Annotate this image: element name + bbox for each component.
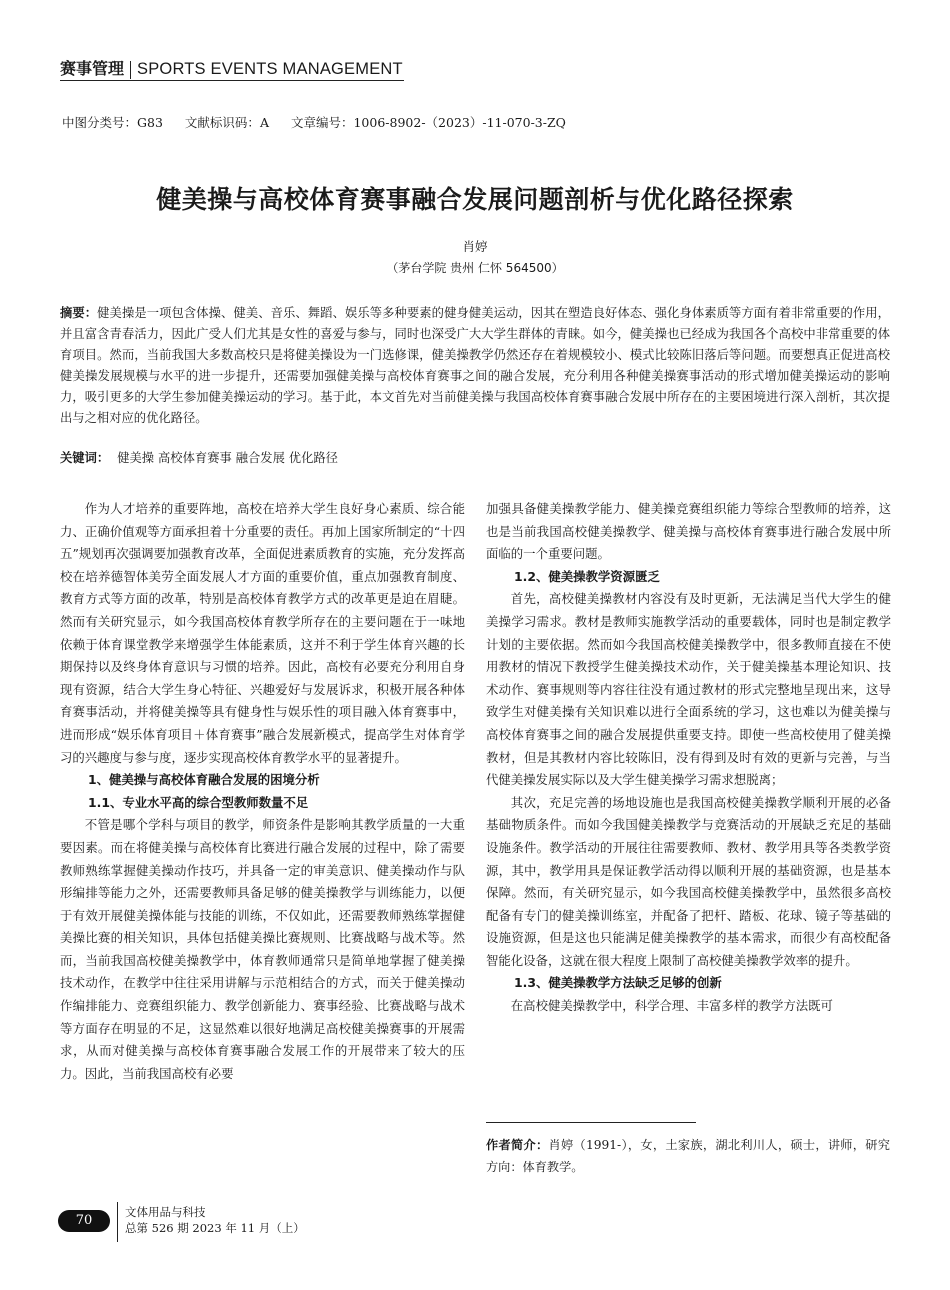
keywords-label: 关键词：: [60, 451, 110, 465]
doc-code-value: A: [259, 115, 269, 130]
doc-code-label: 文献标识码：: [184, 115, 260, 130]
section-heading-1-2: 1.2、健美操教学资源匮乏: [514, 568, 660, 584]
paragraph-1-3: 在高校健美操教学中，科学合理、丰富多样的教学方法既可: [510, 998, 833, 1014]
author-affiliation: （茅台学院 贵州 仁怀 564500）: [386, 261, 564, 275]
paragraph-1-2-a: 首先，高校健美操教材内容没有及时更新，无法满足当代大学生的健美操学习需求。教材是教师实施教学活动的重要载体，同时也是制定教学计划的主要依据。然而如今我国高校健美操教学中，很多教师直接在不使用教材的情况下教授学生健美操技术动作，关于健美操基本理论知识、技术动作、赛事规则等内容往往没有通过教材的形式完整地呈现出来，这导致学生对健美操有关知识难以进行全面系统的学习，这也难以为健美操与高校体育赛事之间的融合发展提供重要支持。即使一些高校使用了健美操教材，但是其教材内容比较陈旧，没有得到及时有效的更新与完善，与当代健美操发展实际以及大学生健美操学习需求想脱离；: [486, 591, 891, 788]
paragraph-continued: 加强具备健美操教学能力、健美操竞赛组织能力等综合型教师的培养，这也是当前我国高校健美操教学、健美操与高校体育赛事进行融合发展中所面临的一个重要问题。: [486, 501, 891, 562]
article-number-value: 1006-8902-（2023）-11-070-3-ZQ: [353, 115, 566, 130]
paragraph-1-2-b: 其次，充足完善的场地设施也是我国高校健美操教学顺利开展的必备基础物质条件。而如今我国健美操教学与竞赛活动的开展缺乏充足的基础设施条件。教学活动的开展往往需要教师、教材、教学用具等各类教学资源，其中，教学用具是保证教学活动得以顺利开展的基础资源，也是基本保障。然而，有关研究显示，如今我国高校健美操教学中，虽然很多高校配备有专门的健美操训练室，并配备了把杆、踏板、花球、镜子等基础的设施资源，但是这也只能满足健美操教学的基本需求，而很少有高校配备智能化设备，这就在很大程度上限制了高校健美操教学效率的提升。: [486, 794, 891, 968]
clc-value: G83: [137, 115, 163, 130]
footnote-label: 作者简介：: [486, 1138, 549, 1152]
header-rule: [60, 80, 404, 81]
abstract-label: 摘要：: [60, 306, 98, 320]
keywords: [60, 448, 890, 466]
paragraph-1-1: 不管是哪个学科与项目的教学，师资条件是影响其教学质量的一大重要因素。而在将健美操与高校体育比赛进行融合发展的过程中，除了需要教师熟练掌握健美操动作技巧，并具备一定的审美意识、健美操动作与队形编排等能力之外，还需要教师具备足够的健美操教学与训练能力，以便于有效开展健美操体能与技能的训练，不仅如此，还需要教师熟练掌握健美操比赛的相关知识，具体包括健美操比赛规则、比赛战略与战术等。然而，当前我国高校健美操教学中，体育教师通常只是简单地掌握了健美操技术动作，在教学中往往采用讲解与示范相结合的方式，而关于健美操动作编排能力、竞赛组织能力、教学创新能力、赛事经验、比赛战略与战术等方面存在明显的不足，这显然难以很好地满足高校健美操赛事的开展需求，从而对健美操与高校体育赛事融合发展工作的开展带来了较大的压力。因此，当前我国高校有必要: [60, 817, 465, 1081]
abstract-text: 健美操是一项包含体操、健美、音乐、舞蹈、娱乐等多种要素的健身健美运动，因其在塑造良好体态、强化身体素质等方面有着非常重要的作用，并且富含青春活力，因此广受人们尤其是女性的喜爱与参与，同时也深受广大大学生群体的青睐。如今，健美操也已经成为我国各个高校中非常重要的体育项目。然而，当前我国大多数高校只是将健美操设为一门选修课，健美操教学仍然还存在着规模较小、模式比较陈旧落后等问题。而要想真正促进高校健美操发展规模与水平的进一步提升，还需要加强健美操与高校体育赛事之间的融合发展，充分利用各种健美操赛事活动的形式增加健美操运动的影响力，吸引更多的大学生参加健美操运动的学习。基于此，本文首先对当前健美操与我国高校体育赛事融合发展中所存在的主要困境进行深入剖析，其次提出与之相对应的优化路径。: [60, 306, 890, 425]
body-right-column: [486, 498, 891, 1018]
section-heading-1-1: 1.1、专业水平高的综合型教师数量不足: [88, 794, 309, 810]
footer-separator: [117, 1202, 118, 1242]
section-heading-1: 1、健美操与高校体育融合发展的困境分析: [88, 772, 320, 788]
footnote-rule: [486, 1122, 696, 1123]
abstract: [60, 303, 890, 429]
author-name: 肖婷: [462, 239, 488, 254]
body-left-column: [60, 498, 465, 1085]
section-header: [60, 56, 403, 79]
clc-label: 中图分类号：: [62, 115, 138, 130]
header-separator: [130, 61, 131, 79]
keywords-text: 健美操 高校体育赛事 融合发展 优化路径: [117, 451, 338, 465]
section-heading-1-3: 1.3、健美操教学方法缺乏足够的创新: [514, 975, 722, 991]
article-number-label: 文章编号：: [290, 115, 354, 130]
author-footnote: [486, 1134, 890, 1178]
footnote-text: 肖婷（1991-），女，土家族，湖北利川人，硕士，讲师，研究方向：体育教学。: [486, 1138, 890, 1174]
section-name-en: SPORTS EVENTS MANAGEMENT: [137, 60, 403, 78]
paper-title: 健美操与高校体育赛事融合发展问题剖析与优化路径探索: [156, 185, 794, 214]
section-name-cn: 赛事管理: [60, 59, 125, 78]
journal-name: 文体用品与科技: [125, 1205, 206, 1219]
intro-paragraph: 作为人才培养的重要阵地，高校在培养大学生良好身心素质、综合能力、正确价值观等方面承担着十分重要的责任。再加上国家所制定的“十四五”规划再次强调要加强教育改革，全面促进素质教育的实施，充分发挥高校在培养德智体美劳全面发展人才方面的重要价值，重点加强教育制度、教育方式等方面的改革，特别是高校体育教学方式的改革更是迫在眉睫。然而有关研究显示，如今我国高校体育教学所存在的主要问题在于一味地依赖于体育课堂教学来增强学生体能素质，这并不利于学生体育兴趣的长期保持以及终身体育意识与习惯的培养。因此，高校有必要充分利用自身现有资源，结合大学生身心特征、兴趣爱好与发展诉求，积极开展各种体育赛事活动，并将健美操等具有健身性与娱乐性的项目融入体育赛事中，进而形成“娱乐体育项目＋体育赛事”融合发展新模式，提高学生对体育学习的兴趣度与参与度，逐步实现高校体育教学水平的显著提升。: [60, 501, 465, 765]
page-number: 70: [58, 1210, 110, 1232]
journal-issue: 总第 526 期 2023 年 11 月（上）: [125, 1221, 305, 1235]
article-meta: [62, 113, 566, 131]
